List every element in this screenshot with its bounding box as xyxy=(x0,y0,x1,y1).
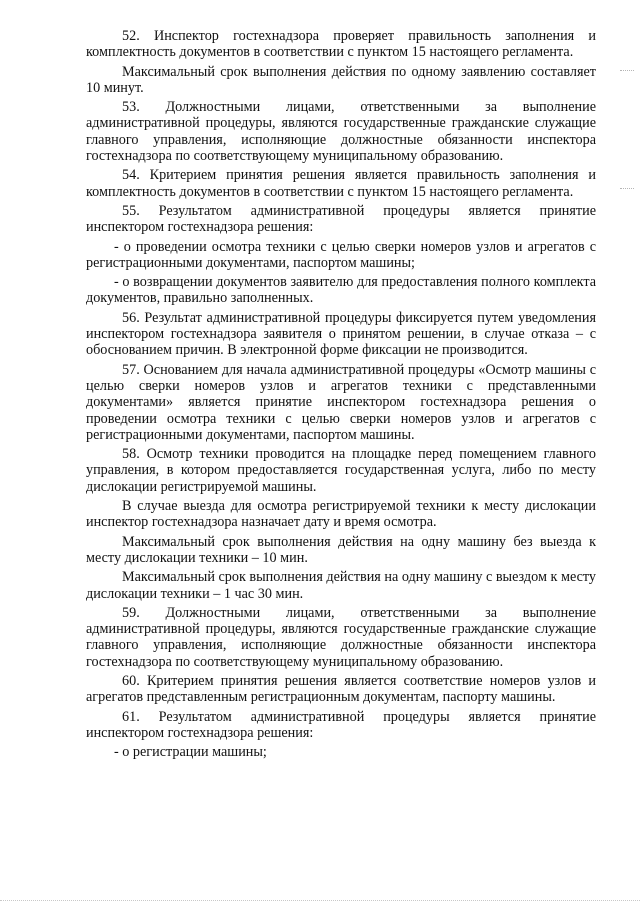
paragraph-54: 54. Критерием принятия решения является правильность заполнения и комплектность документов в соответствии с пунктом 15 настоящего регламента. xyxy=(86,167,596,200)
scan-bottom-edge xyxy=(0,900,640,901)
paragraph-55-item-2: - о возвращении документов заявителю для предоставления полного комплекта документов, правильно заполненных. xyxy=(86,274,596,307)
paragraph-56: 56. Результат административной процедуры фиксируется путем уведомления инспектором гостехнадзора заявителя о принятом решении, в случае отказа – с обоснованием причин. В электронной форме фиксации не производится. xyxy=(86,309,596,359)
paragraph-58: 58. Осмотр техники проводится на площадке перед помещением главного управления, в котором предоставляется государственная услуга, либо по месту дислокации регистрируемой машины. xyxy=(86,446,596,495)
paragraph-55-item-1: - о проведении осмотра техники с целью сверки номеров узлов и агрегатов с регистрационными документами, паспортом машины; xyxy=(86,238,596,271)
paragraph-61: 61. Результатом административной процедуры является принятие инспектором гостехнадзора решения: xyxy=(86,708,596,741)
paragraph-58-visit: В случае выезда для осмотра регистрируемой техники к месту дислокации инспектор гостехнадзора назначает дату и время осмотра. xyxy=(86,498,596,531)
paragraph-59: 59. Должностными лицами, ответственными за выполнение административной процедуры, являются государственные гражданские служащие главного управления, исполняющие должностные обязанности инспектора гостехнадзора по соответствующему муниципальному образованию. xyxy=(86,604,596,670)
paragraph-53: 53. Должностными лицами, ответственными за выполнение административной процедуры, являются государственные гражданские служащие главного управления, исполняющие должностные обязанности инспектора гостехнадзора по соответствующему муниципальному образованию. xyxy=(86,99,596,165)
paragraph-55: 55. Результатом административной процедуры является принятие инспектором гостехнадзора решения: xyxy=(86,202,596,236)
paragraph-58-limit-visit: Максимальный срок выполнения действия на одну машину с выездом к месту дислокации техники – 1 час 30 мин. xyxy=(86,569,596,602)
paragraph-61-item-1: - о регистрации машины; xyxy=(114,744,267,761)
paragraph-52: 52. Инспектор гостехнадзора проверяет правильность заполнения и комплектность документов в соответствии с пунктом 15 настоящего регламента. xyxy=(86,28,596,61)
paragraph-58-limit-no-visit: Максимальный срок выполнения действия на одну машину без выезда к месту дислокации техники – 10 мин. xyxy=(86,533,596,566)
scan-edge-mark xyxy=(620,188,634,189)
paragraph-52-time-limit: Максимальный срок выполнения действия по одному заявлению составляет 10 минут. xyxy=(86,63,596,96)
scan-edge-mark xyxy=(620,70,634,71)
paragraph-60: 60. Критерием принятия решения является соответствие номеров узлов и агрегатов представленным регистрационным документам, паспорту машины. xyxy=(86,672,596,706)
paragraph-57: 57. Основанием для начала административной процедуры «Осмотр машины с целью сверки номеров узлов и агрегатов техники с представленными документами» является принятие инспектором гостехнадзора решения о проведении осмотра техники с целью сверки номеров узлов и агрегатов с регистрационными документами, паспортом машины. xyxy=(86,361,596,443)
